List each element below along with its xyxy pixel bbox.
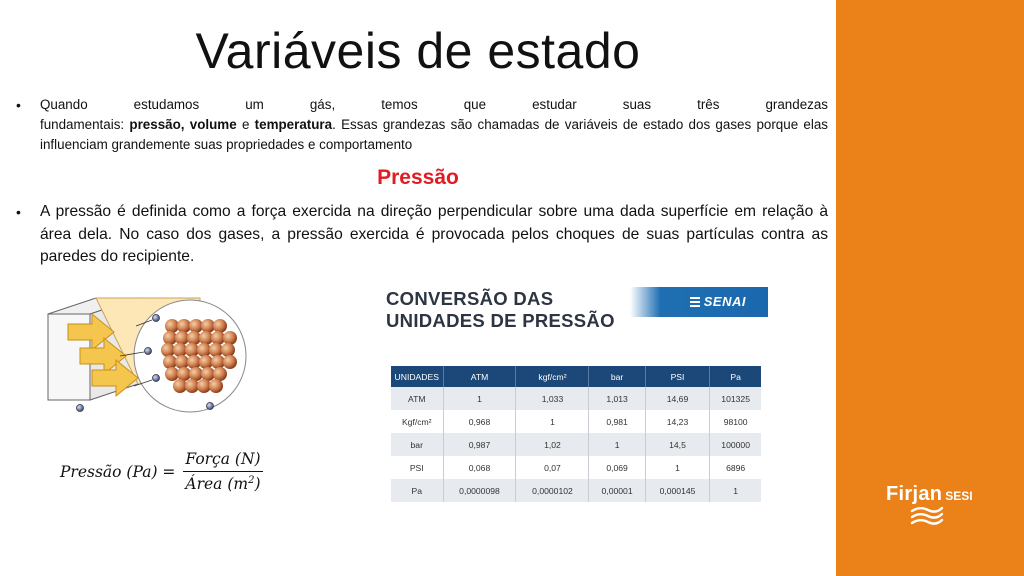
pressure-illustration bbox=[40, 296, 252, 418]
firjan-waves-icon bbox=[910, 505, 944, 527]
bullet-variables-bold1: pressão, volume bbox=[129, 117, 237, 132]
formula-fraction bbox=[183, 450, 262, 493]
units-header-cell: Pa bbox=[710, 366, 761, 387]
conversion-heading bbox=[386, 288, 615, 332]
formula-denominator-base: Área (m bbox=[185, 475, 249, 494]
table-row bbox=[391, 456, 761, 479]
table-cell: 0,07 bbox=[516, 456, 589, 479]
units-table bbox=[391, 366, 761, 502]
table-cell: Kgf/cm² bbox=[391, 410, 443, 433]
bullet-variables-pre: fundamentais: bbox=[40, 117, 130, 132]
table-cell: bar bbox=[391, 433, 443, 456]
table-row bbox=[391, 410, 761, 433]
table-row bbox=[391, 479, 761, 502]
senai-logo bbox=[690, 294, 746, 309]
section-subtitle: Pressão bbox=[377, 166, 459, 189]
table-cell: 14,69 bbox=[645, 387, 710, 410]
units-table-header-row bbox=[391, 366, 761, 387]
conversion-heading-line1: CONVERSÃO DAS bbox=[386, 288, 554, 309]
table-cell: 1 bbox=[516, 410, 589, 433]
table-cell: 98100 bbox=[710, 410, 761, 433]
table-cell: 0,0000098 bbox=[443, 479, 516, 502]
table-cell: 14,23 bbox=[645, 410, 710, 433]
table-cell: 1 bbox=[710, 479, 761, 502]
table-cell: 1,033 bbox=[516, 387, 589, 410]
senai-banner bbox=[630, 287, 768, 317]
table-cell: 0,068 bbox=[443, 456, 516, 479]
table-cell: 14,5 bbox=[645, 433, 710, 456]
firjan-logo-name: Firjan bbox=[886, 483, 943, 505]
table-cell: 1,02 bbox=[516, 433, 589, 456]
table-cell: ATM bbox=[391, 387, 443, 410]
bullet-variables-post: . Essas grandezas são chamadas de variáveis de estado dos gases porque elas influenciam grandemente suas propriedades e comportamento bbox=[40, 117, 828, 152]
firjan-logo-sub: SESI bbox=[945, 489, 973, 503]
table-cell: 100000 bbox=[710, 433, 761, 456]
formula-denominator bbox=[183, 472, 262, 493]
bullet-dot: • bbox=[16, 97, 21, 113]
table-cell: 0,987 bbox=[443, 433, 516, 456]
slide-title: Variáveis de estado bbox=[195, 23, 641, 79]
pressure-formula bbox=[60, 444, 263, 500]
table-cell: 101325 bbox=[710, 387, 761, 410]
firjan-logo bbox=[886, 483, 973, 506]
formula-lhs: Pressão (Pa) = bbox=[60, 463, 176, 481]
units-header-cell: bar bbox=[589, 366, 645, 387]
table-cell: 0,000145 bbox=[645, 479, 710, 502]
conversion-heading-line2: UNIDADES DE PRESSÃO bbox=[386, 310, 615, 331]
table-cell: Pa bbox=[391, 479, 443, 502]
table-cell: 6896 bbox=[710, 456, 761, 479]
table-cell: 1,013 bbox=[589, 387, 645, 410]
table-cell: 0,00001 bbox=[589, 479, 645, 502]
units-header-cell: ATM bbox=[443, 366, 516, 387]
bullet-variables-mid: e bbox=[236, 117, 255, 132]
table-cell: 1 bbox=[443, 387, 516, 410]
table-cell: 0,0000102 bbox=[516, 479, 589, 502]
table-cell: 0,069 bbox=[589, 456, 645, 479]
senai-brand: SENAI bbox=[703, 294, 746, 309]
bullet-variables-line1: Quando estudamos um gás, temos que estudar suas três grandezas bbox=[40, 97, 828, 112]
table-cell: 0,968 bbox=[443, 410, 516, 433]
bullet-variables-text bbox=[40, 95, 828, 155]
units-header-cell: PSI bbox=[645, 366, 710, 387]
table-row bbox=[391, 433, 761, 456]
formula-denominator-exp: 2 bbox=[248, 475, 255, 487]
formula-denominator-close: ) bbox=[254, 475, 261, 494]
table-cell: PSI bbox=[391, 456, 443, 479]
formula-numerator: Força (N) bbox=[185, 450, 261, 469]
table-cell: 1 bbox=[589, 433, 645, 456]
table-cell: 0,981 bbox=[589, 410, 645, 433]
senai-mark-icon bbox=[690, 297, 700, 307]
magnified-circle bbox=[134, 300, 246, 412]
bullet-pressure-text: A pressão é definida como a força exercida na direção perpendicular sobre uma dada superfície em relação à área dela. No caso dos gases, a pressão exercida é provocada pelos choques de suas partículas contra as paredes do recipiente. bbox=[40, 203, 828, 265]
bullet-pressure bbox=[16, 201, 828, 269]
table-row bbox=[391, 387, 761, 410]
bullet-variables bbox=[16, 95, 828, 155]
units-header-cell: UNIDADES bbox=[391, 366, 443, 387]
units-header-cell: kgf/cm² bbox=[516, 366, 589, 387]
bullet-variables-bold2: temperatura bbox=[254, 117, 333, 132]
bullet-dot: • bbox=[16, 204, 21, 220]
table-cell: 1 bbox=[645, 456, 710, 479]
